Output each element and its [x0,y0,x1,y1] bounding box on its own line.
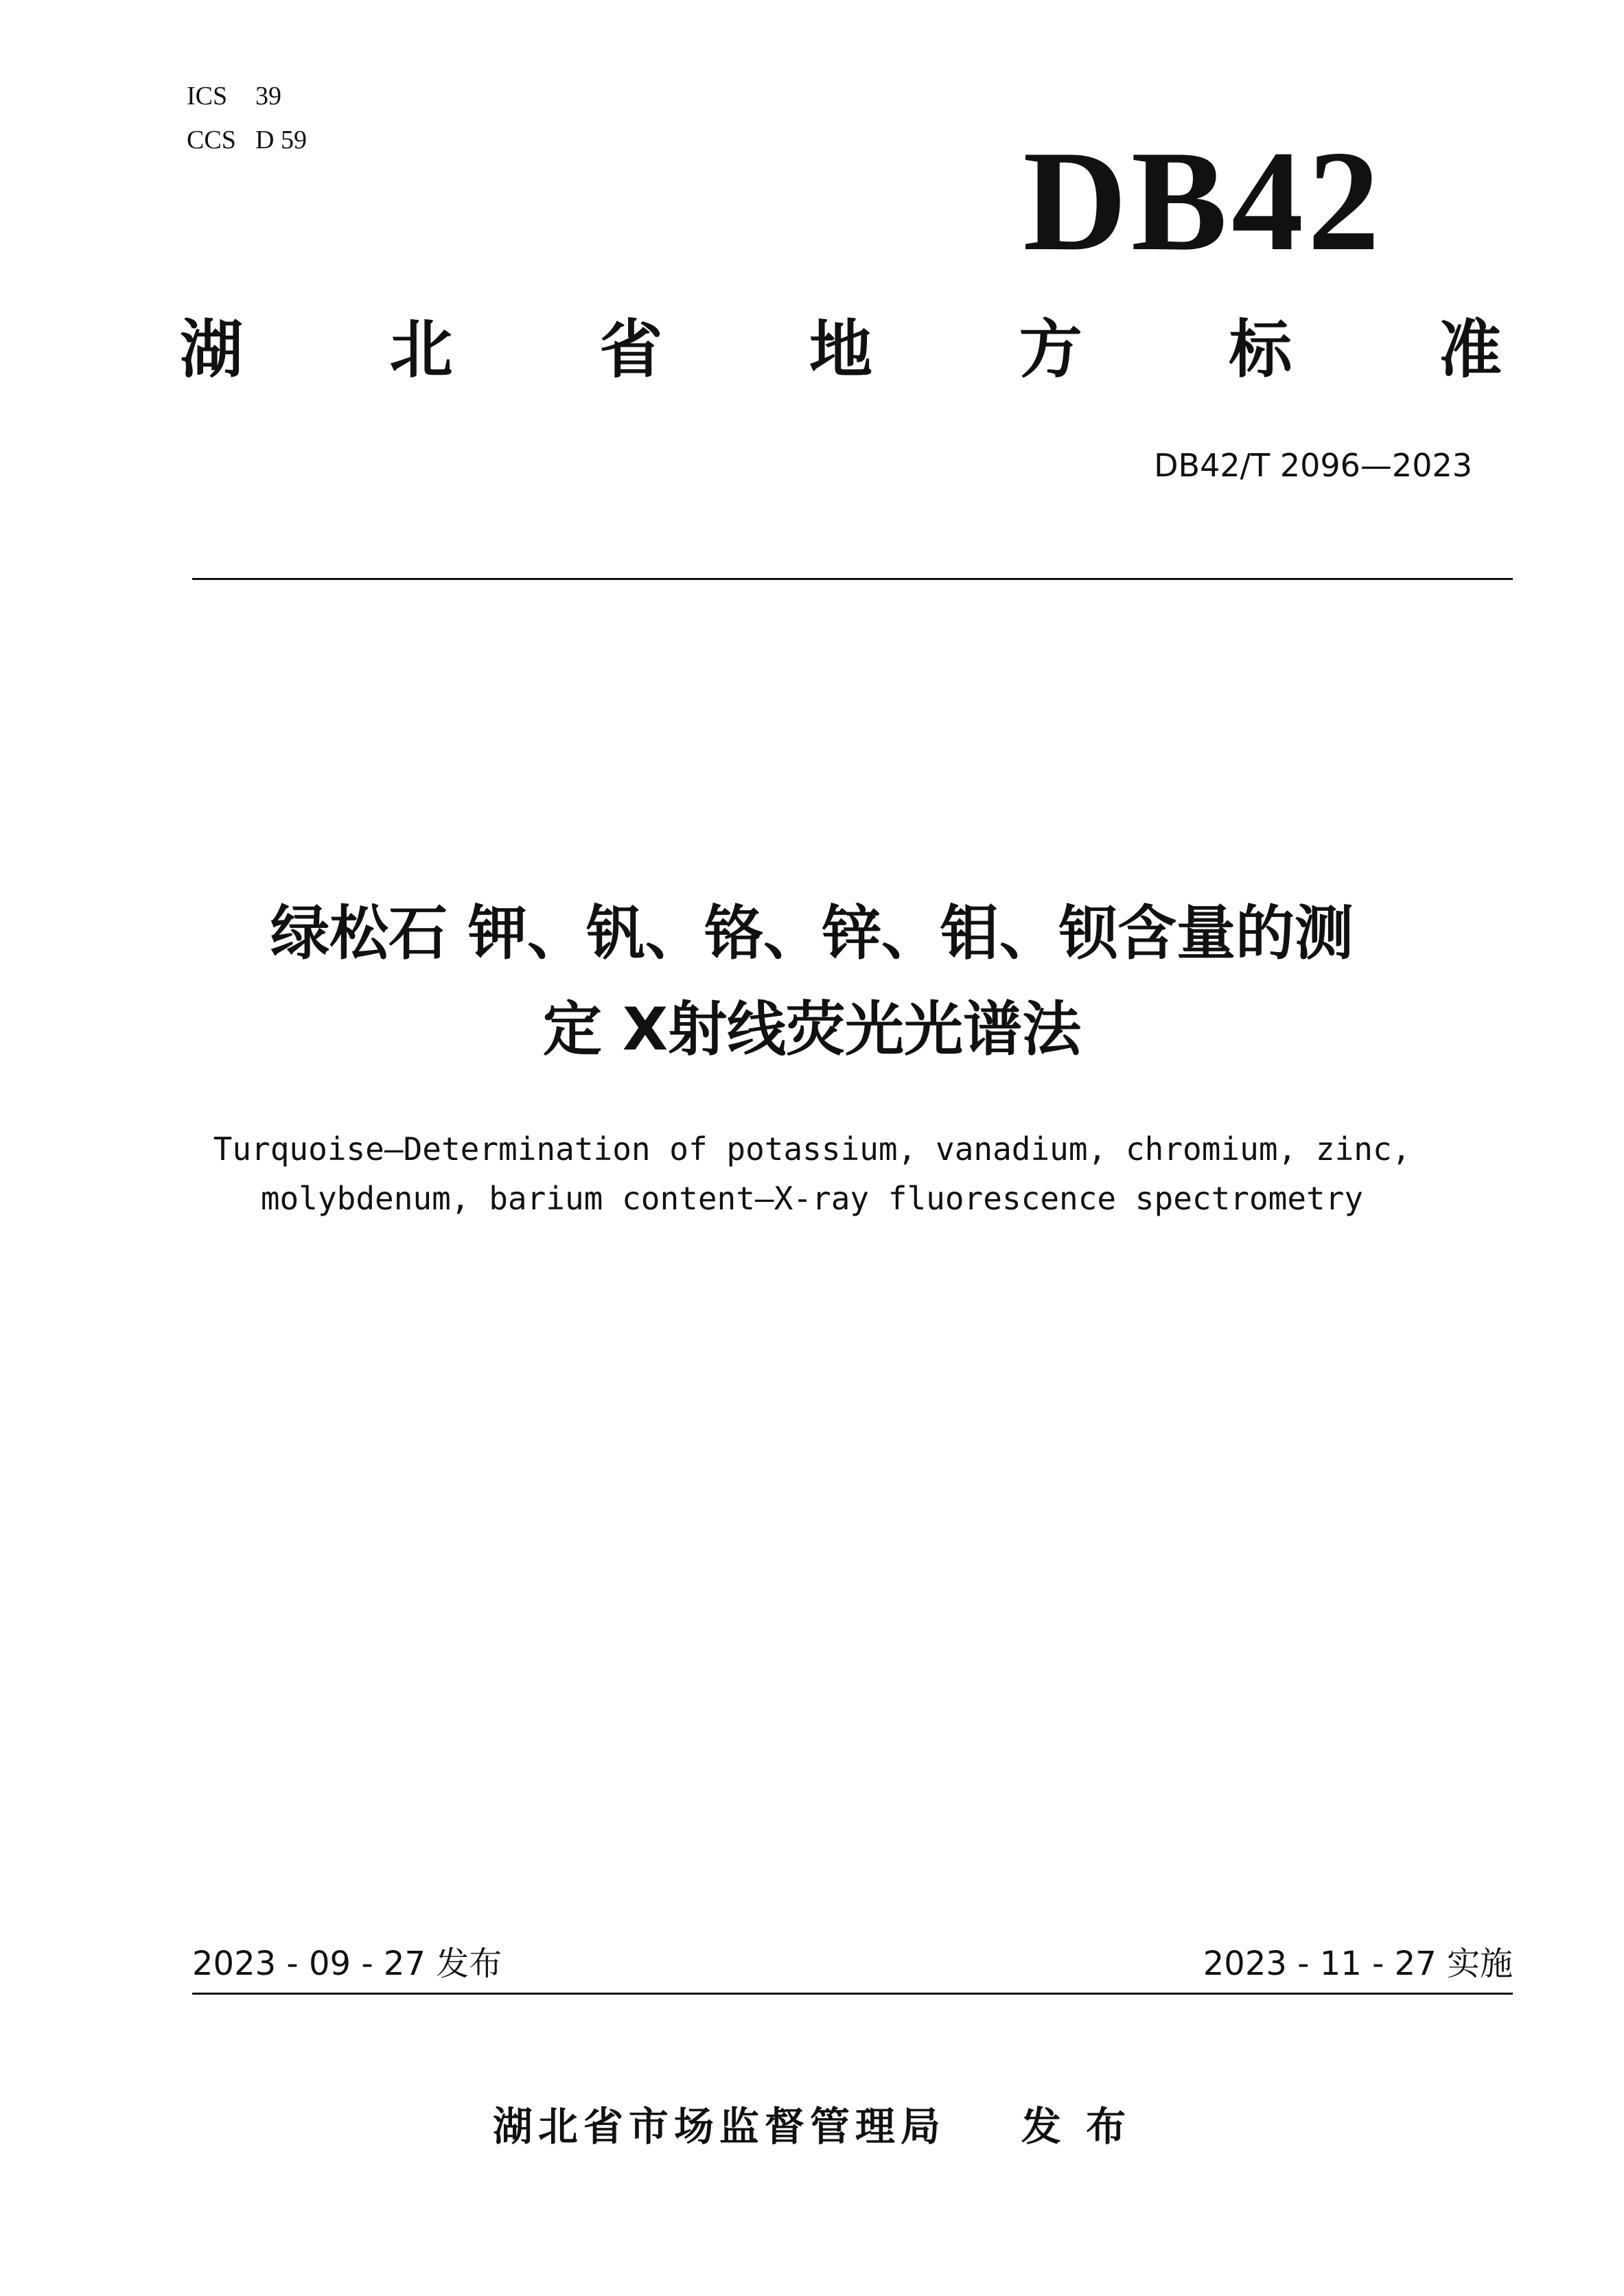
implement-date: 2023 - 11 - 27 实施 [1203,1945,1513,1983]
standard-type-char: 北 [389,313,453,386]
issuing-authority: 湖北省市场监督管理局 [492,2103,946,2150]
ccs-label: CCS [187,126,236,154]
ccs-row [187,118,307,162]
ics-row [187,74,307,118]
publish-date: 2023 - 09 - 27 发布 [192,1945,502,1983]
ics-label: ICS [187,82,228,111]
bottom-divider [192,1993,1513,1995]
chinese-title: 绿松石 钾、钒、铬、锌、钼、钡含量的测 定 X射线荧光光谱法 [270,899,1354,1064]
dates-row [192,1940,1513,1988]
db-code: DB42 [1023,121,1384,281]
top-divider [192,578,1513,580]
standard-type [180,312,1502,388]
standard-number: DB42/T 2096—2023 [1154,447,1472,484]
standard-type-char: 地 [809,313,872,386]
english-title: Turquoise—Determination of potassium, vanadium, chromium, zinc, molybdenum, barium content—X-ray fluorescence spectrometry [213,1130,1411,1217]
issuer-line [0,2099,1624,2154]
standard-type-char: 方 [1019,313,1082,386]
standard-type-char: 省 [599,313,663,386]
issue-action: 发 布 [1021,2103,1132,2150]
ccs-value: D 59 [255,126,307,154]
standard-type-char: 准 [1438,313,1502,386]
ics-value: 39 [255,82,281,111]
classification-block [187,74,307,162]
standard-type-char: 湖 [180,313,244,386]
standard-type-char: 标 [1229,313,1292,386]
